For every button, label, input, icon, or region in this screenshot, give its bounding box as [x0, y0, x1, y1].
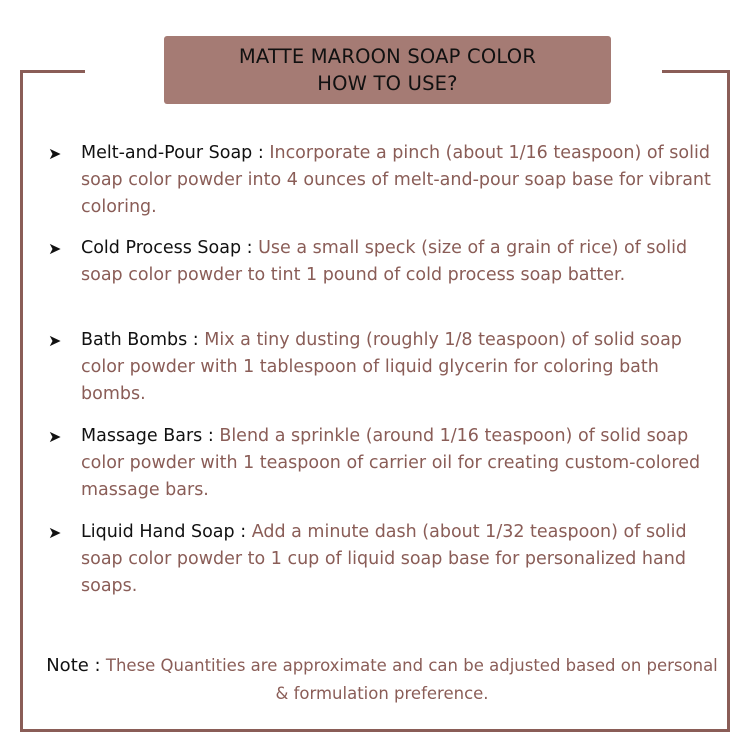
arrowhead-right-icon: ➤ [48, 331, 62, 350]
usage-item-label: Cold Process Soap : [81, 238, 253, 258]
title-line-1: MATTE MAROON SOAP COLOR [238, 45, 537, 68]
usage-item-bath-bombs [48, 327, 728, 408]
frame-border-top-right [662, 70, 730, 73]
usage-item-text: Incorporate a pinch (about 1/16 teaspoon) of solid soap color powder into 4 ounces of melt-and-pour soap base for vibrant coloring. [81, 143, 711, 217]
usage-item-text: Use a small speck (size of a grain of rice) of solid soap color powder to tint 1 pound of cold process soap batter. [81, 238, 688, 285]
title-line-2: HOW TO USE? [317, 72, 458, 95]
frame-border-left [20, 70, 23, 732]
usage-item-label: Bath Bombs : [81, 330, 199, 350]
frame-border-bottom [20, 729, 730, 732]
usage-item-cold-process [48, 235, 728, 289]
usage-item-text: Add a minute dash (about 1/32 teaspoon) of solid soap color powder to 1 cup of liquid soap base for personalized hand soaps. [81, 522, 687, 596]
arrowhead-right-icon: ➤ [48, 427, 62, 446]
note-text: These Quantities are approximate and can be adjusted based on personal & formulation preference. [105, 656, 718, 703]
arrowhead-right-icon: ➤ [48, 144, 62, 163]
frame-border-top-left [20, 70, 85, 73]
usage-item-text: Mix a tiny dusting (roughly 1/8 teaspoon) of solid soap color powder with 1 tablespoon of liquid glycerin for coloring bath bombs. [81, 330, 682, 404]
usage-item-text: Blend a sprinkle (around 1/16 teaspoon) of solid soap color powder with 1 teaspoon of carrier oil for creating custom-colored massage bars. [81, 426, 701, 500]
note-label: Note : [46, 655, 101, 676]
arrowhead-right-icon: ➤ [48, 523, 62, 542]
usage-item-melt-and-pour [48, 140, 728, 221]
arrowhead-right-icon: ➤ [48, 239, 62, 258]
usage-item-liquid-hand-soap [48, 519, 728, 600]
title-banner [164, 36, 611, 104]
usage-item-label: Liquid Hand Soap : [81, 522, 247, 542]
usage-item-massage-bars [48, 423, 728, 504]
usage-item-label: Massage Bars : [81, 426, 214, 446]
usage-item-label: Melt-and-Pour Soap : [81, 143, 264, 163]
note [42, 652, 722, 708]
